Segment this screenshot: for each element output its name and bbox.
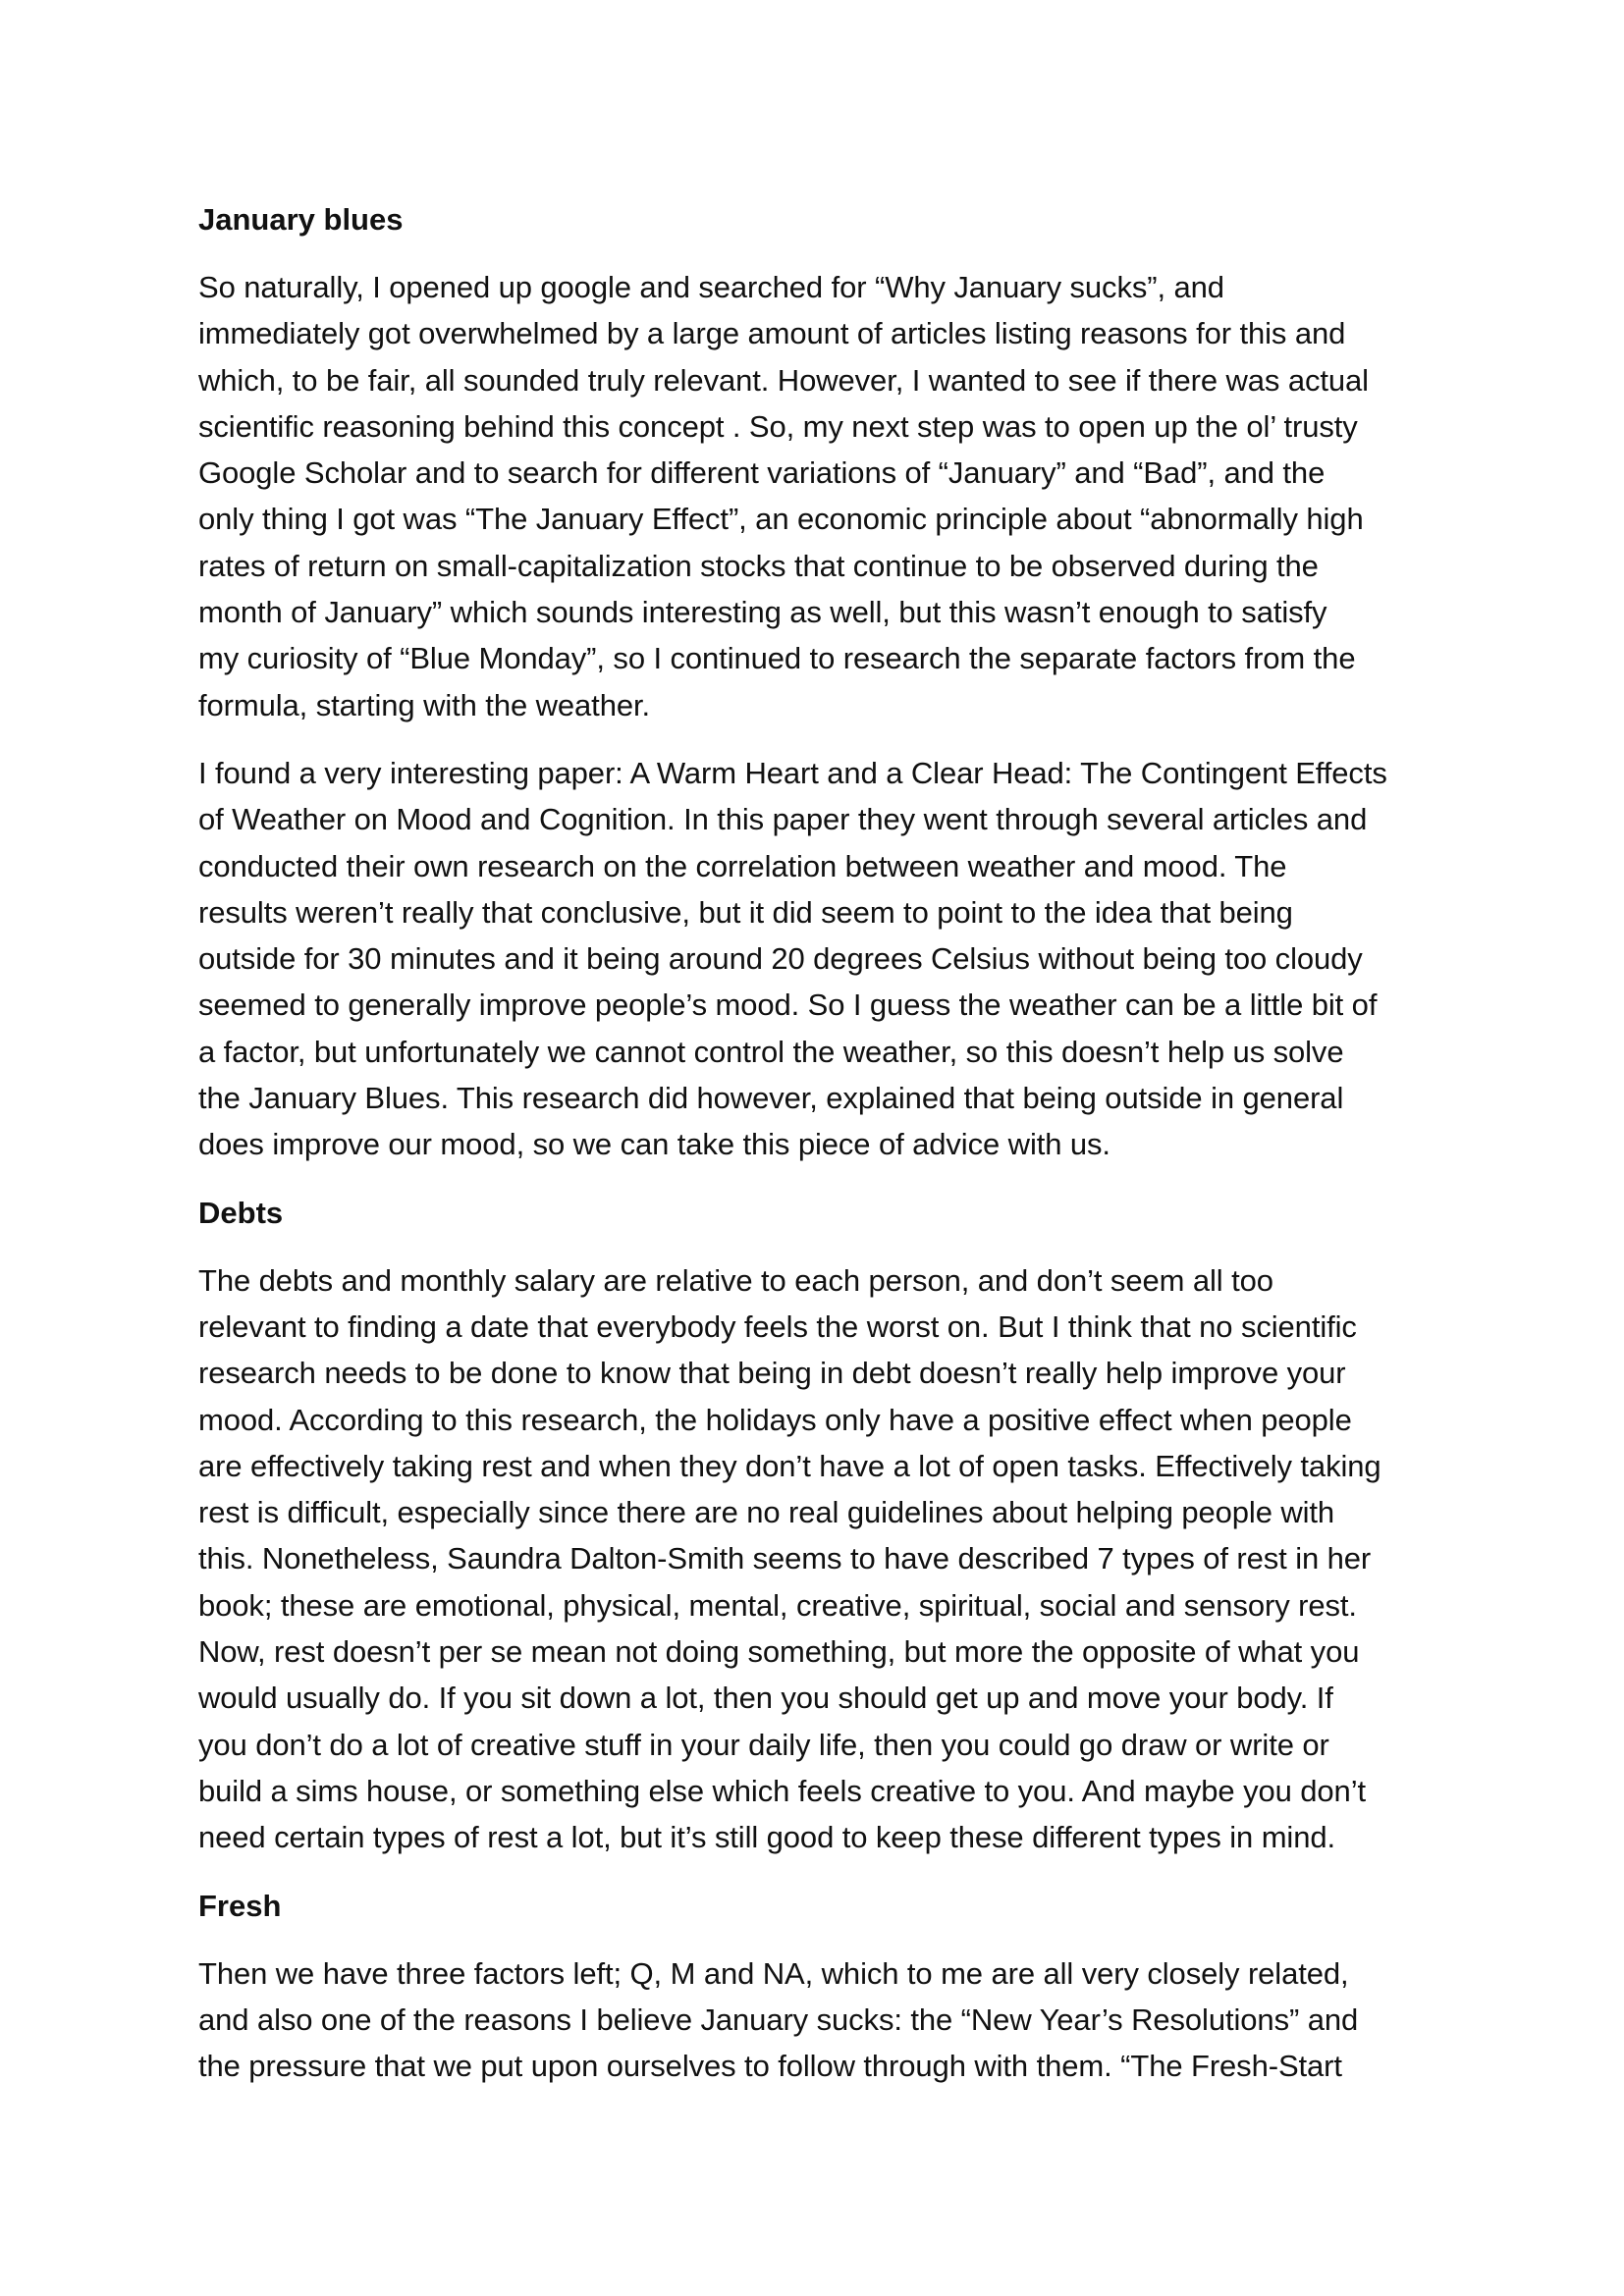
heading-text: January blues — [198, 202, 404, 237]
text-line: scientific reasoning behind this concept . So, my next step was to open up the ol’ trusty — [198, 408, 1358, 444]
text-line: build a sims house, or something else which feels creative to you. And maybe you don’t — [198, 1773, 1367, 1808]
heading-text: Fresh — [198, 1888, 282, 1923]
text-line: book; these are emotional, physical, mental, creative, spiritual, social and sensory rest. — [198, 1587, 1357, 1623]
text-line: formula, starting with the weather. — [198, 687, 651, 722]
text-line: mood. According to this research, the holidays only have a positive effect when people — [198, 1402, 1352, 1437]
text-line: rates of return on small-capitalization stocks that continue to be observed during the — [198, 548, 1319, 583]
text-line: immediately got overwhelmed by a large amount of articles listing reasons for this and — [198, 316, 1346, 351]
text-line: the pressure that we put upon ourselves to follow through with them. “The Fresh-Start — [198, 2049, 1342, 2084]
text-line: rest is difficult, especially since there are no real guidelines about helping people with — [198, 1495, 1335, 1530]
text-line: research needs to be done to know that being in debt doesn’t really help improve your — [198, 1356, 1346, 1391]
heading-text: Debts — [198, 1195, 284, 1230]
paragraph-debts-rest — [198, 1257, 1443, 1861]
text-line: are effectively taking rest and when they don’t have a lot of open tasks. Effectively taking — [198, 1448, 1381, 1483]
text-line: which, to be fair, all sounded truly relevant. However, I wanted to see if there was actual — [198, 362, 1369, 398]
heading-fresh — [198, 1883, 1443, 1929]
text-line: need certain types of rest a lot, but it’s still good to keep these different types in mind. — [198, 1820, 1335, 1855]
heading-january-blues — [198, 196, 1443, 242]
text-line: and also one of the reasons I believe January sucks: the “New Year’s Resolutions” and — [198, 2002, 1359, 2037]
text-line: relevant to finding a date that everybody feels the worst on. But I think that no scientific — [198, 1308, 1357, 1344]
text-line: this. Nonetheless, Saundra Dalton-Smith seems to have described 7 types of rest in her — [198, 1541, 1372, 1576]
text-line: Now, rest doesn’t per se mean not doing something, but more the opposite of what you — [198, 1634, 1360, 1670]
text-line: of Weather on Mood and Cognition. In this paper they went through several articles and — [198, 802, 1368, 837]
text-line: would usually do. If you sit down a lot, then you should get up and move your body. If — [198, 1681, 1333, 1716]
text-line: seemed to generally improve people’s mood. So I guess the weather can be a little bit of — [198, 988, 1378, 1023]
text-line: month of January” which sounds interesting as well, but this wasn’t enough to satisfy — [198, 595, 1327, 630]
text-line: conducted their own research on the correlation between weather and mood. The — [198, 848, 1287, 883]
paragraph-weather-paper — [198, 750, 1443, 1168]
text-line: the January Blues. This research did however, explained that being outside in general — [198, 1081, 1344, 1116]
text-line: I found a very interesting paper: A Warm Heart and a Clear Head: The Contingent Effects — [198, 755, 1387, 790]
text-line: you don’t do a lot of creative stuff in your daily life, then you could go draw or write or — [198, 1727, 1329, 1762]
text-line: results weren’t really that conclusive, but it did seem to point to the idea that being — [198, 894, 1293, 930]
paragraph-google-search — [198, 264, 1443, 728]
text-line: The debts and monthly salary are relative to each person, and don’t seem all too — [198, 1262, 1273, 1298]
paragraph-fresh-start — [198, 1950, 1443, 2090]
text-line: Then we have three factors left; Q, M and NA, which to me are all very closely related, — [198, 1955, 1349, 1991]
text-line: does improve our mood, so we can take this piece of advice with us. — [198, 1127, 1110, 1162]
heading-debts — [198, 1190, 1443, 1236]
text-line: outside for 30 minutes and it being around 20 degrees Celsius without being too cloudy — [198, 941, 1363, 977]
text-line: my curiosity of “Blue Monday”, so I continued to research the separate factors from the — [198, 641, 1356, 676]
text-line: a factor, but unfortunately we cannot control the weather, so this doesn’t help us solve — [198, 1034, 1344, 1069]
text-line: only thing I got was “The January Effect”, an economic principle about “abnormally high — [198, 502, 1364, 537]
text-line: So naturally, I opened up google and searched for “Why January sucks”, and — [198, 270, 1224, 304]
text-line: Google Scholar and to search for different variations of “January” and “Bad”, and the — [198, 455, 1326, 491]
document-page — [198, 196, 1443, 2110]
